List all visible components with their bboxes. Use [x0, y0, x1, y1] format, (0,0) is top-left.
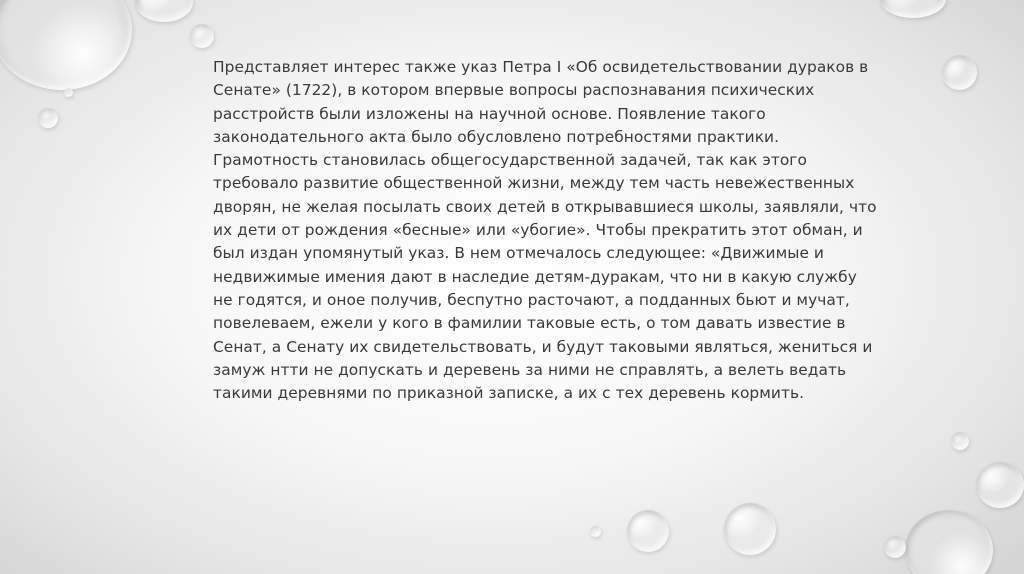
water-droplet-icon — [951, 432, 969, 450]
water-droplet-icon — [190, 24, 214, 48]
water-droplet-icon — [905, 510, 993, 574]
water-droplet-icon — [976, 462, 1024, 508]
water-droplet-icon — [590, 526, 601, 537]
water-droplet-icon — [0, 0, 132, 90]
water-droplet-icon — [627, 510, 669, 552]
water-droplet-icon — [38, 108, 58, 128]
slide-body-text: Представляет интерес также указ Петра I «Об освидетельствовании дураков в Сенате» (1722), в котором впервые вопросы распознавания психических расстройств были изложены на научной основе. Появление такого законодательного акта было обусловлено потребностями практики. Грамотность становилась общегосударственной задачей, так как этого требовало развитие общественной жизни, между тем часть невежественных дворян, не желая посылать своих детей в открывавшиеся школы, заявляли, что их дети от рождения «бесные» или «убогие». Чтобы прекратить этот обман, и был издан упомянутый указ. В нем отмечалось следующее: «Движимые и недвижимые имения дают в наследие детям-дуракам, что ни в какую службу не годятся, и оное получив, беспутно расточают, а подданных бьют и мучат, повелеваем, ежели у кого в фамилии таковые есть, о том давать известие в Сенат, а Сенату их свидетельствовать, и будут таковыми являться, жениться и замуж нтти не допускать и деревень за ними не справлять, а велеть ведать такими деревнями по приказной записке, а их с тех деревень кормить. — [213, 58, 877, 403]
water-droplet-icon — [135, 0, 193, 22]
water-droplet-icon — [942, 55, 977, 90]
water-droplet-icon — [64, 88, 73, 97]
water-droplet-icon — [880, 0, 946, 18]
water-droplet-icon — [884, 536, 906, 558]
water-droplet-icon — [724, 503, 776, 555]
